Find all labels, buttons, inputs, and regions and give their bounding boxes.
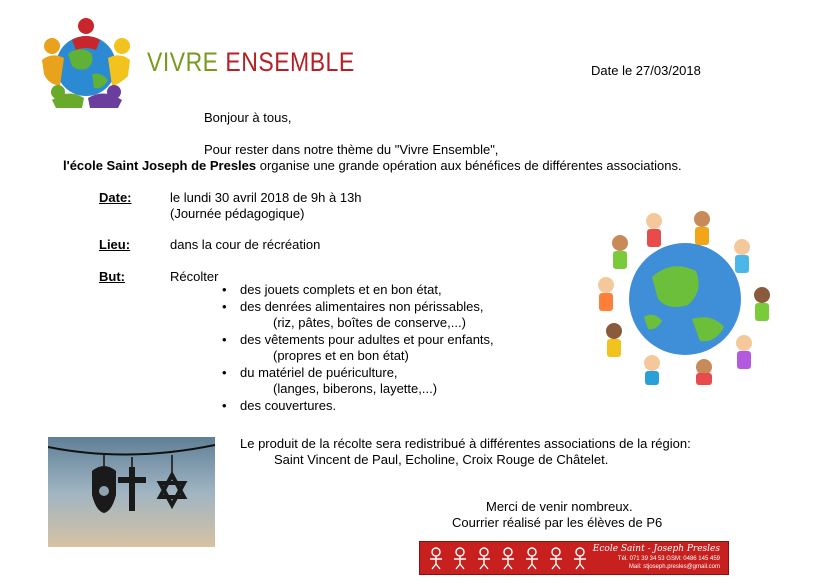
- list-item: [222, 299, 494, 332]
- thanks-text: Merci de venir nombreux.: [486, 499, 633, 514]
- product-line-2: Saint Vincent de Paul, Echoline, Croix Rouge de Châtelet.: [274, 452, 609, 467]
- date-value-1: le lundi 30 avril 2018 de 9h à 13h: [170, 190, 362, 205]
- but-label: But:: [99, 269, 125, 284]
- date-label: Date:: [99, 190, 132, 205]
- item-subtext: (langes, biberons, layette,...): [273, 381, 438, 396]
- banner-contact: [618, 555, 720, 571]
- lieu-value: dans la cour de récréation: [170, 237, 321, 252]
- list-item: [222, 282, 494, 299]
- but-value: Récolter: [170, 269, 219, 284]
- bullet: •: [222, 397, 227, 413]
- list-item: [222, 398, 494, 415]
- bullet: •: [222, 282, 227, 297]
- bullet: •: [222, 298, 227, 314]
- credit-text: Courrier réalisé par les élèves de P6: [452, 515, 663, 530]
- item-text: du matériel de puériculture,: [240, 364, 398, 380]
- intro-line-2: [63, 158, 682, 173]
- logo-title: [147, 47, 355, 78]
- item-subtext: (riz, pâtes, boîtes de conserve,...): [273, 315, 466, 330]
- product-line-1: Le produit de la récolte sera redistribué à différentes associations de la région:: [240, 436, 691, 451]
- item-subtext: (propres et en bon état): [273, 348, 409, 363]
- school-name: l'école Saint Joseph de Presles: [63, 158, 257, 173]
- banner-phone: Tél. 071 39 34 53 GSM: 0486 145 459: [617, 556, 720, 562]
- bullet: •: [222, 331, 227, 347]
- letter-date: Date le 27/03/2018: [591, 63, 701, 78]
- logo-word-vivre: VIVRE: [147, 47, 219, 77]
- item-text: des denrées alimentaires non périssables,: [240, 298, 484, 314]
- greeting: Bonjour à tous,: [204, 110, 292, 125]
- date-value-2: (Journée pédagogique): [170, 206, 305, 221]
- item-text: des couvertures.: [240, 397, 337, 413]
- vivre-ensemble-logo-icon: [38, 16, 134, 108]
- list-item: [222, 365, 494, 398]
- children-drawings-icon: [426, 546, 596, 570]
- children-globe-icon: [592, 207, 778, 387]
- lieu-label: Lieu:: [99, 237, 131, 252]
- banner-mail: Mail: stjoseph.presles@gmail.com: [628, 564, 720, 570]
- religious-symbols-photo: [48, 437, 215, 547]
- banner-school-name: Ecole Saint - Joseph Presles: [592, 544, 720, 554]
- bullet: •: [222, 364, 227, 380]
- item-text: des jouets complets et en bon état,: [240, 282, 442, 297]
- logo-word-ensemble: ENSEMBLE: [225, 47, 355, 77]
- school-banner: [419, 541, 729, 575]
- item-text: des vêtements pour adultes et pour enfants,: [240, 331, 494, 347]
- intro-line-1: Pour rester dans notre thème du "Vivre Ensemble",: [204, 142, 499, 157]
- list-item: [222, 332, 494, 365]
- collect-list: [222, 282, 494, 414]
- intro-rest: organise une grande opération aux bénéfices de différentes associations.: [256, 158, 682, 173]
